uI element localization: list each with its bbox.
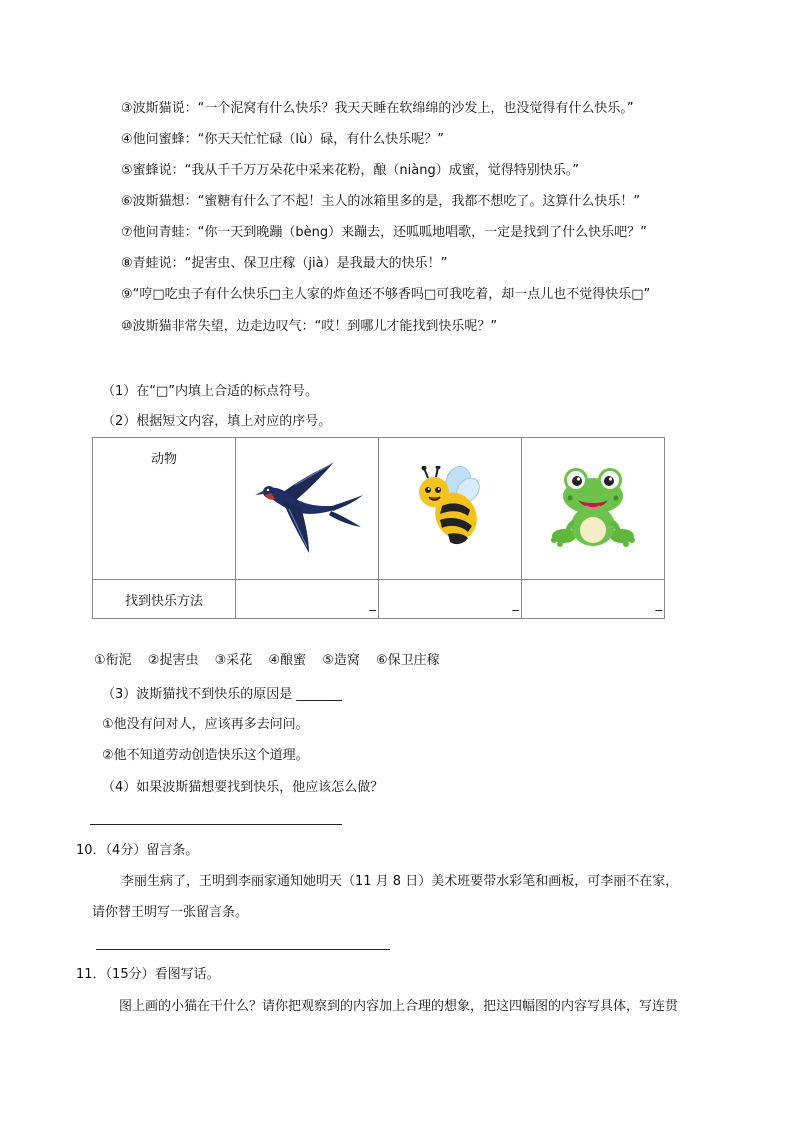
- option-item: ①衔泥: [94, 653, 132, 668]
- option-item: ③采花: [214, 653, 253, 668]
- section-11-title: 11．（15分）看图写话。: [76, 967, 220, 982]
- dialog-line: ⑦他问青蛙：“你一天到晚蹦（bèng）来蹦去，还呱呱地唱歌，一定是找到了什么快乐吧？”: [121, 225, 647, 240]
- answer-line-q4[interactable]: [90, 824, 342, 825]
- method-label: 找到快乐方法: [124, 593, 203, 609]
- question-3-option-1: ①他没有问对人，应该再多去问问。: [102, 717, 309, 732]
- dialog-line: ③波斯猫说：“一个泥窝有什么快乐？我天天睡在软绵绵的沙发上，也没觉得有什么快乐。”: [121, 101, 634, 116]
- question-3: （3）波斯猫找不到快乐的原因是 _______: [102, 687, 342, 702]
- answer-cell-bee[interactable]: [379, 580, 522, 619]
- section-10-title: 10．（4分）留言条。: [76, 843, 199, 858]
- dialog-line: ⑨“哼□吃虫子有什么快乐□主人家的炸鱼还不够香吗□可我吃着，却一点儿也不觉得快乐□”: [121, 287, 651, 302]
- answer-cell-swallow[interactable]: [236, 580, 379, 619]
- animal-table: [92, 437, 665, 619]
- question-1: （1）在“□”内填上合适的标点符号。: [102, 384, 319, 399]
- answer-blank: _: [369, 597, 376, 612]
- bee-icon: [410, 466, 490, 548]
- option-item: ②捉害虫: [147, 653, 199, 668]
- bee-cell: [379, 438, 522, 580]
- option-item: ⑤造窝: [322, 653, 360, 668]
- swallow-icon: [249, 455, 365, 559]
- frog-cell: [522, 438, 665, 580]
- question-2: （2）根据短文内容，填上对应的序号。: [102, 414, 332, 429]
- frog-icon: [550, 464, 636, 550]
- dialog-line: ⑥波斯猫想：“蜜糖有什么了不起！主人的冰箱里多的是，我都不想吃了。这算什么快乐！”: [121, 194, 641, 209]
- section-10-text: 李丽生病了，王明到李丽家通知她明天（11 月 8 日）美术班要带水彩笔和画板，可李丽不在家，: [121, 874, 679, 889]
- swallow-cell: [236, 438, 379, 580]
- answer-blank: _: [512, 597, 519, 612]
- dialog-line: ④他问蜜蜂：“你天天忙忙碌（lù）碌，有什么快乐呢？”: [121, 132, 444, 147]
- section-10-text: 请你替王明写一张留言条。: [92, 905, 249, 920]
- option-item: ⑥保卫庄稼: [375, 653, 440, 668]
- option-item: ④酿蜜: [268, 653, 307, 668]
- section-11-text: 图上画的小猫在干什么？请你把观察到的内容加上合理的想象，把这四幅图的内容写具体，写连贯: [119, 999, 679, 1014]
- answer-cell-frog[interactable]: [522, 580, 665, 619]
- dialog-line: ⑤蜜蜂说：“我从千千万万朵花中采来花粉，酿（niàng）成蜜，觉得特别快乐。”: [121, 163, 579, 178]
- dialog-line: ⑩波斯猫非常失望，边走边叹气：“哎！到哪儿才能找到快乐呢？”: [121, 319, 498, 334]
- table-header-cell: [93, 438, 236, 580]
- question-4: （4）如果波斯猫想要找到快乐，他应该怎么做？: [102, 780, 384, 795]
- answer-blank: _: [655, 597, 662, 612]
- dialog-line: ⑧青蛙说：“捉害虫、保卫庄稼（jià）是我最大的快乐！”: [121, 256, 448, 271]
- question-3-option-2: ②他不知道劳动创造快乐这个道理。: [102, 748, 309, 763]
- answer-line-10[interactable]: [96, 949, 390, 950]
- option-list: [94, 652, 452, 670]
- method-label-cell: [93, 580, 236, 619]
- table-header-label: 动物: [150, 452, 177, 467]
